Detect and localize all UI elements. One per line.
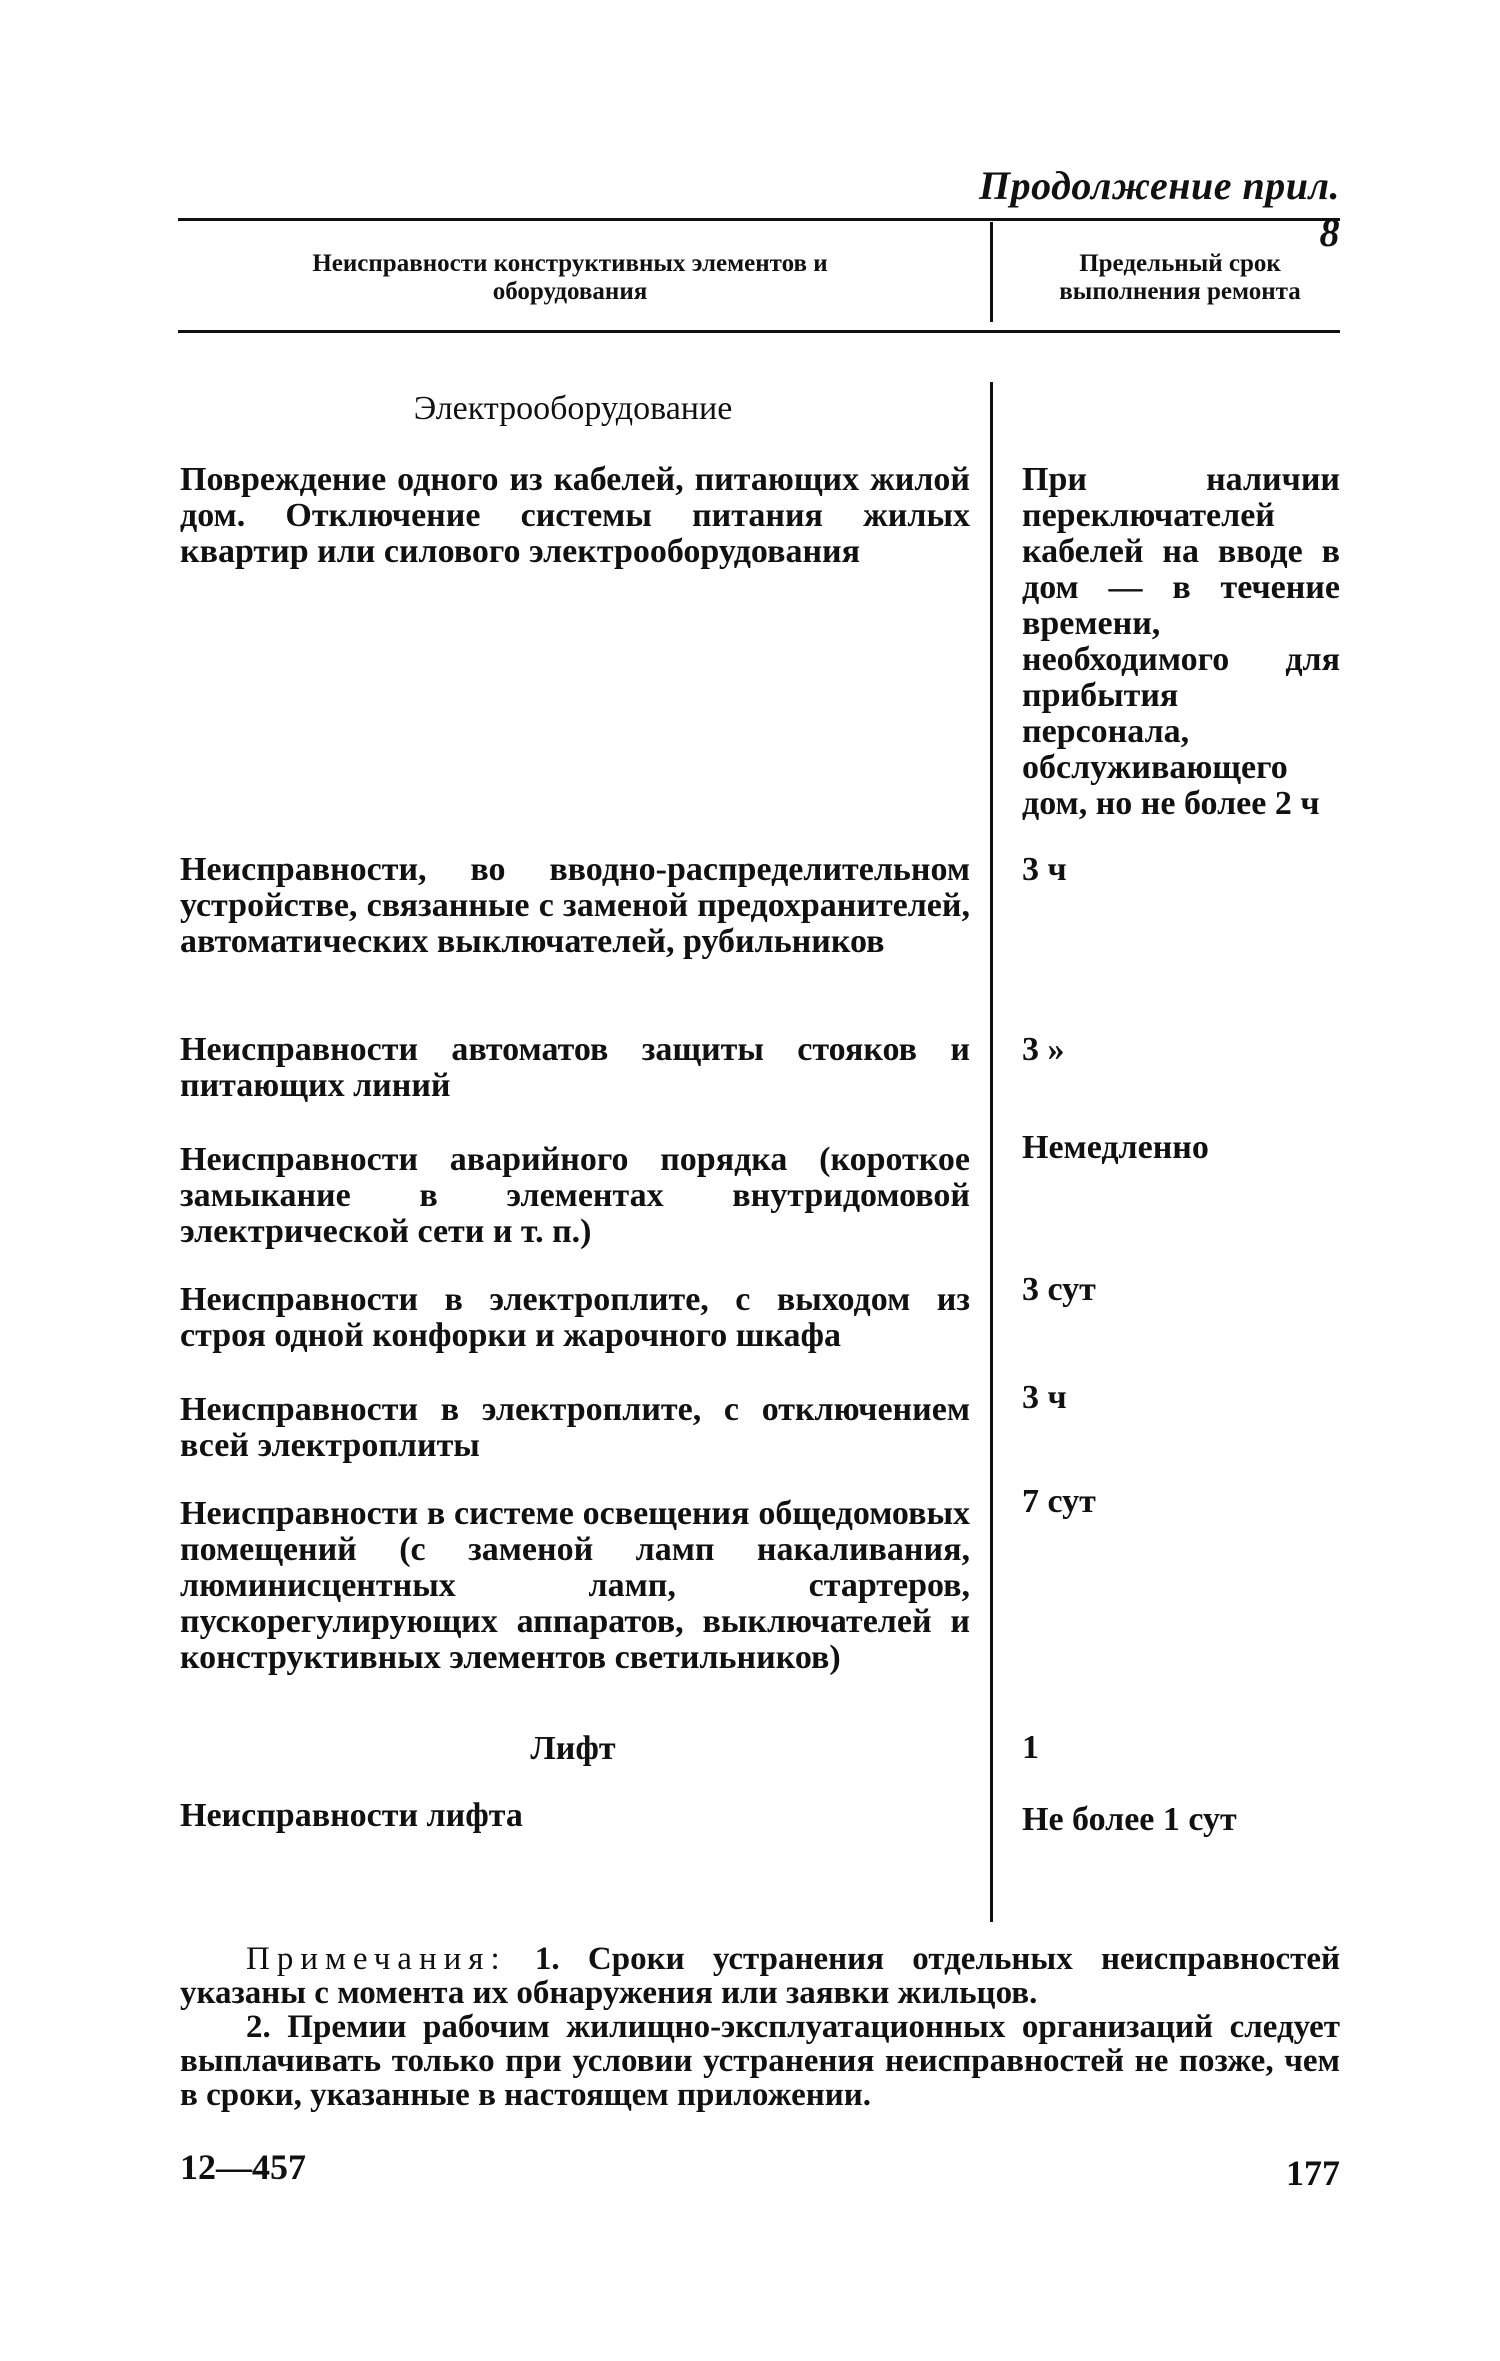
page-number: 177 — [1286, 2153, 1340, 2193]
table-row-4-term: Немедленно — [1022, 1129, 1209, 1166]
table-row-3-description: Неисправности автоматов защиты стояков и питающих линий — [180, 1031, 970, 1104]
table-row-5-term: 3 сут — [1022, 1271, 1096, 1308]
header-column-divider — [990, 222, 993, 322]
table-top-rule — [178, 218, 1340, 221]
table-row-7-description: Неисправности в системе освещения общедомовых помещений (с заменой ламп накаливания, люминисцентных ламп, стартеров, пускорегулирующих аппаратов, выключателей и конструктивных элементов светильников) — [180, 1495, 970, 1676]
lift-row-term: Не более 1 сут — [1022, 1801, 1237, 1838]
section-lift-term: 1 — [1022, 1729, 1039, 1766]
table-row-3-term: 3 » — [1022, 1031, 1065, 1068]
table-row-6-term: 3 ч — [1022, 1379, 1067, 1416]
table-row-6-description: Неисправности в электроплите, с отключением всей электроплиты — [180, 1391, 970, 1464]
table-row-7-term: 7 сут — [1022, 1483, 1096, 1520]
signature-mark: 12—457 — [180, 2147, 306, 2187]
table-row-1-description: Повреждение одного из кабелей, питающих жилой дом. Отключение системы питания жилых квартир или силового электрооборудования — [180, 461, 970, 570]
note-2: 2. Премии рабочим жилищно-эксплуатационных организаций следует выплачивать только при условии устранения неисправностей не позже, чем в сроки, указанные в настоящем приложении. — [180, 2009, 1340, 2113]
notes-label: Примечания: — [246, 1941, 507, 1977]
lift-row-description: Неисправности лифта — [180, 1797, 523, 1834]
table-row-5-description: Неисправности в электроплите, с выходом из строя одной конфорки и жарочного шкафа — [180, 1281, 970, 1354]
table-row-2-term: 3 ч — [1022, 851, 1067, 888]
table-row-2-description: Неисправности, во вводно-распределительном устройстве, связанные с заменой предохранителей, автоматических выключателей, рубильников — [180, 851, 970, 960]
table-row-1-term: При наличии переключателей кабелей на вводе в дом — в течение времени, необходимого для прибытия персонала, обслуживающего дом, но не более 2 ч — [1022, 461, 1340, 822]
table-header-rule — [178, 330, 1340, 333]
section-title-lift: Лифт — [530, 1730, 616, 1767]
table-row-4-description: Неисправности аварийного порядка (короткое замыкание в элементах внутридомовой электрической сети и т. п.) — [180, 1141, 970, 1250]
notes — [180, 1942, 1340, 2112]
continuation-label: Продолжение прил. 8 — [979, 163, 1340, 255]
col1-header: Неисправности конструктивных элементов и оборудования — [312, 250, 828, 305]
section-title-electrical: Электрооборудование — [413, 390, 733, 427]
col2-header: Предельный срок выполнения ремонта — [1059, 250, 1301, 305]
note-1: 1. Сроки устранения отдельных неисправностей указаны с момента их обнаружения или заявки жильцов. — [180, 1941, 1340, 2011]
body-column-divider — [990, 382, 993, 1922]
